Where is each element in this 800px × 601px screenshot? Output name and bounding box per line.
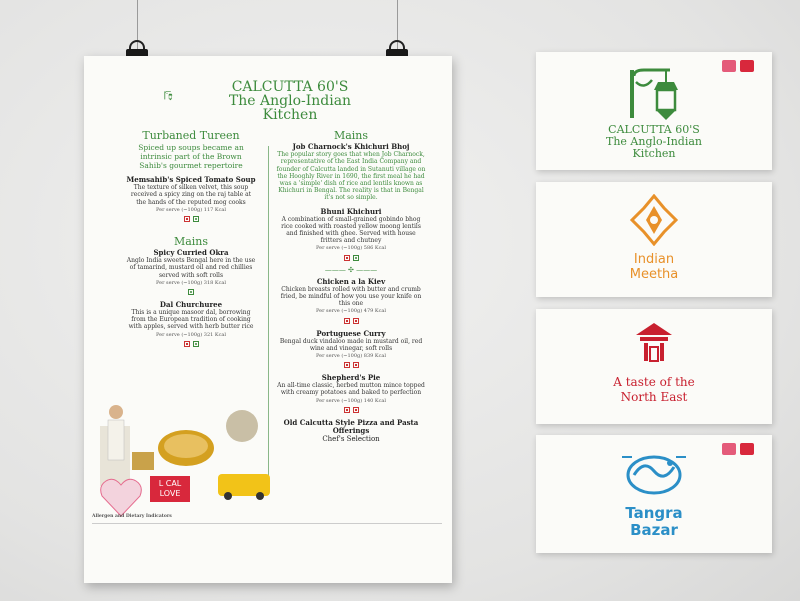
item-name: Spicy Curried Okra: [153, 248, 229, 258]
menu-item: [276, 374, 426, 413]
dragon-emblem-icon: [620, 449, 688, 499]
menu-item: [276, 208, 426, 261]
chefs-selection: Chef's Selection: [322, 434, 380, 443]
right-column: [276, 129, 426, 449]
item-desc: Bengal duck vindaloo made in mustard oil, red wine and vinegar, soft rolls: [279, 337, 423, 352]
item-serve: Per serve (~100g) 318 Kcal: [155, 279, 227, 286]
item-name: Shepherd's Pie: [321, 373, 381, 383]
menu-item: [276, 330, 426, 369]
item-serve: Per serve (~100g) 117 Kcal: [155, 206, 227, 213]
lantern-logo-icon: [626, 68, 682, 124]
lantern-logo-icon: [164, 74, 204, 120]
item-name: Portuguese Curry: [316, 328, 386, 338]
local-love-badge-icon: [740, 60, 754, 72]
brand-badge-icon: [722, 60, 736, 72]
nonveg-icon: [353, 362, 359, 368]
nonveg-icon: [344, 362, 350, 368]
brand-badge-icon: [722, 443, 736, 455]
item-serve: Per serve (~100g) 321 Kcal: [155, 331, 227, 338]
card-indian-meetha: [536, 182, 772, 297]
item-name: Old Calcutta Style Pizza and Pasta Offerings: [283, 417, 419, 435]
nonveg-icon: [344, 407, 350, 413]
heart-collage-icon: [98, 476, 144, 518]
local-love-badge: L CAL LOVE: [150, 476, 190, 502]
section-heading-mains-left: Mains: [173, 235, 209, 249]
nonveg-icon: [344, 318, 350, 324]
nonveg-icon: [353, 407, 359, 413]
section-heading-mains-right: Mains: [333, 129, 369, 142]
item-serve: Per serve (~100g) 140 Kcal: [315, 397, 387, 404]
menu-item: [276, 143, 426, 201]
item-serve: Per serve (~100g) 586 Kcal: [315, 245, 387, 252]
nonveg-icon: [344, 255, 350, 261]
menu-item: [126, 301, 256, 347]
card-tangra-bazar: [536, 435, 772, 553]
nonveg-icon: [184, 341, 190, 347]
tribal-motif-icon: [634, 321, 674, 363]
card-title: A taste of the North East: [613, 375, 695, 404]
ornament-divider-icon: ——— ✣ ———: [324, 265, 378, 274]
card-taste-north-east: [536, 309, 772, 424]
card-title: CALCUTTA 60'S The Anglo-Indian Kitchen: [606, 123, 702, 160]
item-desc: A combination of small-grained gobindo bhog rice cooked with roasted yellow moong lentils and finished with ghee. Served with house fritters and chutney: [281, 215, 421, 245]
item-serve: Per serve (~100g) 839 Kcal: [315, 353, 387, 360]
item-name: Chicken a la Kiev: [316, 276, 386, 286]
item-desc: This is a unique masoor dal, borrowing from the European tradition of cooking with apples, served with herb butter rice: [128, 309, 254, 331]
veg-icon: [193, 216, 199, 222]
poster-logo-text: CALCUTTA 60'S The Anglo-Indian Kitchen: [228, 79, 352, 123]
item-desc: An all-time classic, herbed mutton mince topped with creamy potatoes and baked to perfection: [277, 382, 425, 397]
card-calcutta-60s: [536, 52, 772, 170]
nonveg-icon: [184, 216, 190, 222]
veg-icon: [353, 255, 359, 261]
section-heading-turbaned-tureen: Turbaned Tureen: [142, 129, 240, 142]
menu-item: [276, 419, 426, 443]
item-desc: The texture of silken velvet, this soup received a spicy zing on the raj table at the hands of the reputed mog cooks: [130, 184, 252, 206]
section-intro: Spiced up soups became an intrinsic part of the Brown Sahib's gourmet repertoire: [138, 143, 244, 171]
local-love-badge-icon: [740, 443, 754, 455]
menu-item: [126, 249, 256, 295]
item-desc: Chicken breasts rolled with butter and crumb fried, be mindful of how you use your knife on this one: [280, 285, 422, 308]
item-name: Dal Churchuree: [159, 300, 223, 310]
veg-icon: [188, 289, 194, 295]
card-title: Indian Meetha: [629, 252, 679, 282]
allergen-legend: Allergen and Dietary Indicators: [92, 514, 442, 536]
item-serve: Per serve (~100g) 479 Kcal: [315, 308, 387, 315]
menu-item: [126, 176, 256, 222]
nonveg-icon: [353, 318, 359, 324]
card-title: Tangra Bazar: [625, 504, 683, 539]
veg-icon: [193, 341, 199, 347]
item-name: Bhuni Khichuri: [320, 206, 382, 216]
item-desc: Anglo India sweets Bengal here in the use of tamarind, mustard oil and red chillies served with soft rolls: [126, 257, 256, 279]
mandala-ornament-icon: [630, 194, 678, 246]
item-name: Job Charnock's Khichuri Bhoj: [292, 142, 410, 152]
left-column: [126, 129, 256, 353]
menu-item: [276, 278, 426, 324]
item-name: Memsahib's Spiced Tomato Soup: [126, 175, 256, 185]
menu-poster: [84, 56, 452, 583]
item-desc: The popular story goes that when Job Charnock, representative of the East India Company and founder of Calcutta landed in Sutanuti village on the Hooghly River in 1690, the first meal he had was a 'simple' dish of rice and lentils known as Khichuri in Bengal. The reality is that in Bengal it's not so simple.: [276, 151, 426, 202]
